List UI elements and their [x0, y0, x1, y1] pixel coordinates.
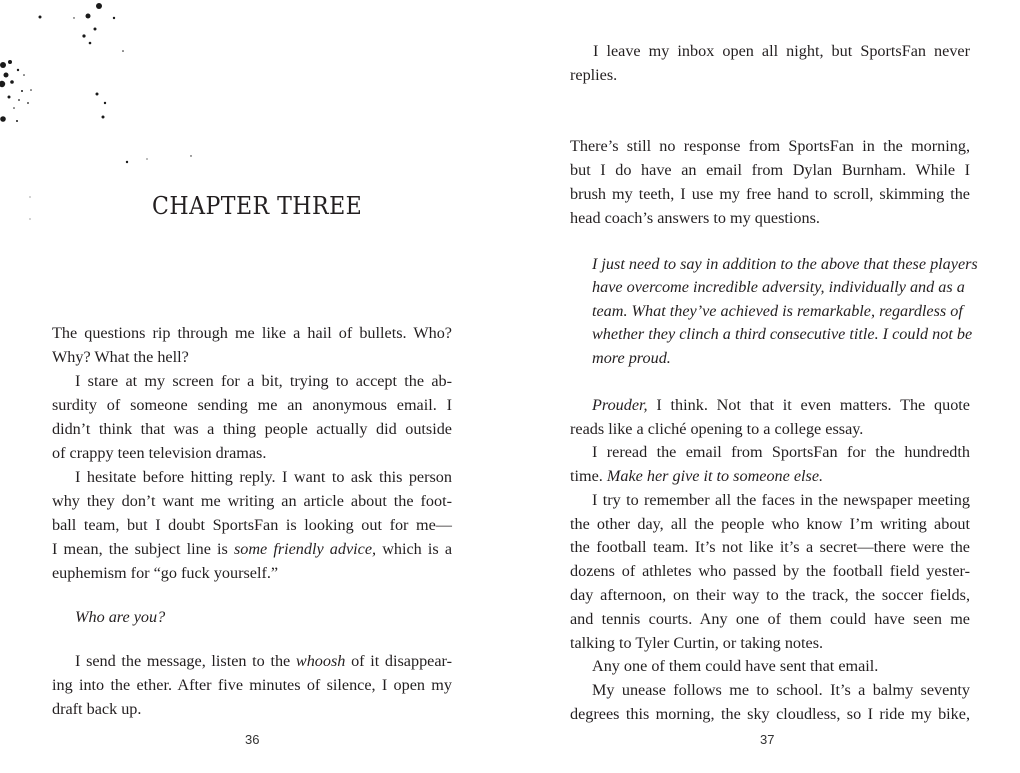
text-line: surdity of someone sending me an anonymous email. I	[52, 396, 452, 414]
text-line: brush my teeth, I use my free hand to scroll, skimming the	[570, 185, 970, 203]
text-line: the football team. It’s not like it’s a secret—there were the	[570, 538, 970, 556]
text-line: day afternoon, on their way to the track, the soccer fields,	[570, 586, 970, 604]
text-line: and tennis courts. Any one of them could have seen me	[570, 610, 970, 628]
text-line: I stare at my screen for a bit, trying to accept the ab-	[75, 372, 452, 390]
text-line: dozens of athletes who passed by the football field yester-	[570, 562, 970, 580]
page-number: 36	[245, 732, 260, 747]
chapter-title: CHAPTER THREE	[152, 192, 363, 221]
text-line: whether they clinch a third consecutive title. I could not be	[592, 325, 973, 343]
text-line: of crappy teen television dramas.	[52, 444, 267, 462]
text-line: why they don’t want me writing an article about the foot-	[52, 492, 452, 510]
text-line: I send the message, listen to the whoosh of it disappear-	[75, 652, 452, 670]
text-line: The questions rip through me like a hail of bullets. Who?	[52, 324, 452, 342]
text-line: I reread the email from SportsFan for the hundredth	[592, 443, 970, 461]
text-line: Any one of them could have sent that email.	[592, 657, 879, 675]
text-line: There’s still no response from SportsFan in the morning,	[570, 137, 970, 155]
text-line: Prouder, I think. Not that it even matters. The quote	[592, 396, 970, 414]
text-line: didn’t think that was a thing people actually did outside	[52, 420, 452, 438]
text-line: have overcome incredible adversity, individually and as a	[592, 278, 965, 296]
text-line: Why? What the hell?	[52, 348, 189, 366]
text-line: I leave my inbox open all night, but SportsFan never	[593, 42, 970, 60]
text-line: but I do have an email from Dylan Burnham. While I	[570, 161, 970, 179]
text-line: more proud.	[592, 349, 671, 367]
italic-phrase: some friendly advice,	[233, 540, 377, 558]
ink-splatter-decoration	[0, 0, 200, 220]
right-page	[510, 0, 1020, 773]
text-line: talking to Tyler Curtin, or taking notes.	[570, 634, 824, 652]
text-line: Who are you?	[75, 608, 166, 626]
text-line: team. What they’ve achieved is remarkable, regardless of	[592, 302, 963, 320]
text-line: My unease follows me to school. It’s a balmy seventy	[592, 681, 970, 699]
italic-phrase: whoosh	[295, 652, 346, 670]
text-line: the other day, all the people who know I’m writing about	[570, 515, 970, 533]
text-line: I just need to say in addition to the above that these players	[592, 255, 978, 273]
text-line: ing into the ether. After five minutes of silence, I open my	[52, 676, 452, 694]
text-line: degrees this morning, the sky cloudless, so I ride my bike,	[570, 705, 970, 723]
text-line: I hesitate before hitting reply. I want to ask this person	[75, 468, 452, 486]
page-number: 37	[760, 732, 775, 747]
text-line: euphemism for “go fuck yourself.”	[52, 564, 279, 582]
text-line: head coach’s answers to my questions.	[570, 209, 820, 227]
italic-phrase: Prouder,	[592, 396, 648, 414]
text-line: reads like a cliché opening to a college essay.	[570, 420, 864, 438]
italic-phrase: Make her give it to someone else.	[606, 467, 824, 485]
text-line: replies.	[570, 66, 618, 84]
text-line: time. Make her give it to someone else.	[570, 467, 824, 485]
text-line: I mean, the subject line is some friendly advice, which is a	[52, 540, 453, 558]
text-line: draft back up.	[52, 700, 142, 718]
text-line: ball team, but I doubt SportsFan is looking out for me—	[52, 516, 452, 534]
text-line: I try to remember all the faces in the newspaper meeting	[592, 491, 970, 509]
